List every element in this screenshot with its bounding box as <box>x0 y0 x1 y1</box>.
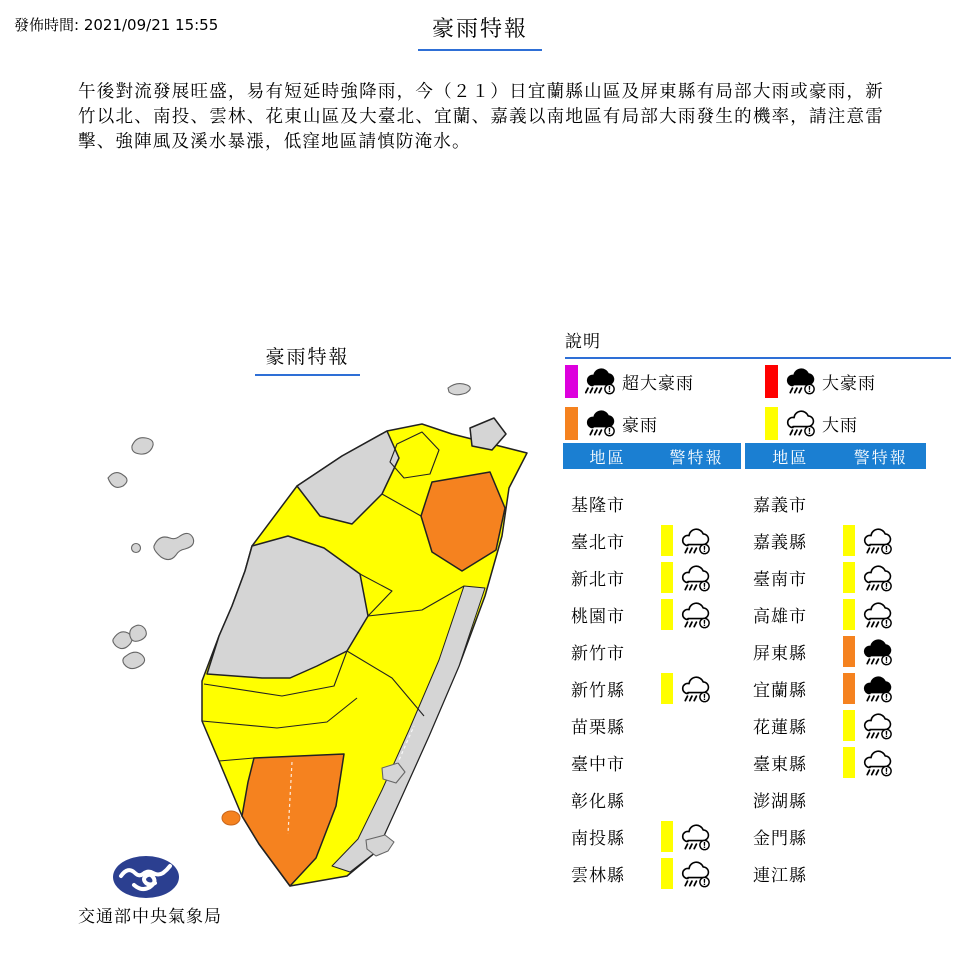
warning-color-swatch <box>661 599 673 630</box>
svg-text:!: ! <box>702 840 707 850</box>
rain-cloud-icon <box>679 563 713 593</box>
legend-color-swatch <box>765 365 778 398</box>
table-header <box>563 443 741 469</box>
warning-color-swatch <box>843 747 855 778</box>
advisory-text: 午後對流發展旺盛，易有短延時強降雨，今（２１）日宜蘭縣山區及屏東縣有局部大雨或豪雨，新竹以北、南投、雲林、花東山區及大臺北、宜蘭、嘉義以南地區有局部大雨發生的機率，請注意雷擊、強陣風及溪水暴漲，低窪地區請慎防淹水。 <box>78 82 884 152</box>
table-row <box>745 781 926 818</box>
legend-label: 超大豪雨 <box>622 373 694 394</box>
warning-color-swatch <box>661 821 673 852</box>
taiwan-warning-map <box>92 366 532 926</box>
region-name: 基隆市 <box>571 496 625 516</box>
svg-text:!: ! <box>702 877 707 887</box>
legend-item-extreme <box>565 363 694 399</box>
table-body <box>563 485 741 892</box>
table-row <box>745 485 926 522</box>
region-name: 臺北市 <box>571 533 625 553</box>
warning-cell <box>661 673 713 704</box>
agency-name: 交通部中央氣象局 <box>78 907 222 927</box>
region-name: 臺中市 <box>571 755 625 775</box>
table-row <box>563 707 741 744</box>
warning-color-swatch <box>843 636 855 667</box>
map-region-liuqiu-island <box>222 811 240 825</box>
legend <box>565 327 951 443</box>
rain-cloud-icon <box>784 408 818 438</box>
svg-text:!: ! <box>702 581 707 591</box>
legend-color-swatch <box>565 407 578 440</box>
rain-cloud-icon <box>679 526 713 556</box>
svg-text:!: ! <box>607 385 612 395</box>
region-name: 新竹市 <box>571 644 625 664</box>
table-body <box>745 485 926 892</box>
rain-cloud-icon <box>861 748 895 778</box>
legend-title: 說明 <box>565 332 601 352</box>
region-name: 金門縣 <box>753 829 807 849</box>
table-row <box>745 522 926 559</box>
region-name: 桃園市 <box>571 607 625 627</box>
warning-cell <box>843 673 895 704</box>
table-row <box>563 485 741 522</box>
region-name: 臺東縣 <box>753 755 807 775</box>
warning-cell <box>843 636 895 667</box>
rain-cloud-icon <box>861 526 895 556</box>
svg-text:!: ! <box>884 729 889 739</box>
svg-text:!: ! <box>607 427 612 437</box>
warning-table-left <box>563 443 741 892</box>
warning-cell <box>843 710 895 741</box>
table-row <box>745 559 926 596</box>
rain-cloud-icon <box>679 600 713 630</box>
region-name: 苗栗縣 <box>571 718 625 738</box>
svg-text:!: ! <box>884 766 889 776</box>
rain-cloud-icon <box>679 674 713 704</box>
region-name: 連江縣 <box>753 866 807 886</box>
svg-text:!: ! <box>884 544 889 554</box>
region-name: 南投縣 <box>571 829 625 849</box>
legend-item-torrential-heavy <box>765 363 876 399</box>
rain-cloud-icon <box>861 600 895 630</box>
svg-text:!: ! <box>807 385 812 395</box>
warning-color-swatch <box>843 673 855 704</box>
warning-color-swatch <box>843 710 855 741</box>
svg-text:!: ! <box>884 581 889 591</box>
region-name: 花蓮縣 <box>753 718 807 738</box>
table-row <box>745 855 926 892</box>
region-name: 新北市 <box>571 570 625 590</box>
table-row <box>563 818 741 855</box>
region-name: 嘉義市 <box>753 496 807 516</box>
column-header-warning: 警特報 <box>669 447 724 467</box>
legend-color-swatch <box>765 407 778 440</box>
region-name: 嘉義縣 <box>753 533 807 553</box>
region-name: 雲林縣 <box>571 866 625 886</box>
warning-cell <box>843 562 895 593</box>
rain-cloud-icon <box>861 563 895 593</box>
warning-table-right <box>745 443 926 892</box>
table-row <box>745 707 926 744</box>
table-row <box>745 633 926 670</box>
table-row <box>563 781 741 818</box>
table-row <box>563 670 741 707</box>
warning-color-swatch <box>843 562 855 593</box>
map-title: 豪雨特報 <box>255 342 359 376</box>
svg-text:!: ! <box>884 655 889 665</box>
region-name: 澎湖縣 <box>753 792 807 812</box>
table-row <box>563 744 741 781</box>
region-name: 臺南市 <box>753 570 807 590</box>
region-name: 新竹縣 <box>571 681 625 701</box>
warning-color-swatch <box>843 599 855 630</box>
warning-cell <box>843 747 895 778</box>
warning-cell <box>843 599 895 630</box>
rain-cloud-icon <box>679 822 713 852</box>
svg-text:!: ! <box>702 692 707 702</box>
region-name: 彰化縣 <box>571 792 625 812</box>
region-name: 屏東縣 <box>753 644 807 664</box>
warning-cell <box>661 858 713 889</box>
rain-cloud-icon <box>861 711 895 741</box>
column-header-region: 地區 <box>589 447 626 467</box>
table-row <box>563 855 741 892</box>
legend-label: 大豪雨 <box>822 373 876 394</box>
legend-label: 大雨 <box>822 415 858 436</box>
warning-cell <box>661 821 713 852</box>
rain-cloud-icon <box>584 408 618 438</box>
cwb-logo-icon <box>112 855 180 899</box>
page-title: 豪雨特報 <box>418 12 542 51</box>
rain-cloud-icon <box>784 366 818 396</box>
publish-time: 發佈時間: 2021/09/21 15:55 <box>14 16 219 34</box>
svg-text:!: ! <box>702 618 707 628</box>
legend-item-heavy <box>765 405 858 441</box>
table-row <box>745 744 926 781</box>
table-row <box>563 559 741 596</box>
rain-cloud-icon <box>861 674 895 704</box>
table-row <box>745 818 926 855</box>
warning-cell <box>661 562 713 593</box>
legend-color-swatch <box>565 365 578 398</box>
svg-text:!: ! <box>702 544 707 554</box>
column-header-region: 地區 <box>772 447 809 467</box>
legend-label: 豪雨 <box>622 415 658 436</box>
warning-cell <box>661 525 713 556</box>
warning-color-swatch <box>843 525 855 556</box>
region-name: 宜蘭縣 <box>753 681 807 701</box>
table-row <box>563 596 741 633</box>
page-title-wrap <box>0 12 960 51</box>
map-region-keelung <box>470 418 506 450</box>
column-header-warning: 警特報 <box>853 447 908 467</box>
warning-color-swatch <box>661 673 673 704</box>
region-name: 高雄市 <box>753 607 807 627</box>
rain-cloud-icon <box>679 859 713 889</box>
warning-color-swatch <box>661 525 673 556</box>
svg-text:!: ! <box>884 618 889 628</box>
table-row <box>745 670 926 707</box>
table-row <box>745 596 926 633</box>
warning-color-swatch <box>661 858 673 889</box>
svg-text:!: ! <box>807 427 812 437</box>
svg-text:!: ! <box>884 692 889 702</box>
warning-cell <box>843 525 895 556</box>
table-header <box>745 443 926 469</box>
rain-cloud-icon <box>861 637 895 667</box>
warning-cell <box>661 599 713 630</box>
table-row <box>563 633 741 670</box>
legend-items <box>565 359 951 443</box>
legend-item-torrential <box>565 405 658 441</box>
table-row <box>563 522 741 559</box>
rain-cloud-icon <box>584 366 618 396</box>
warning-color-swatch <box>661 562 673 593</box>
